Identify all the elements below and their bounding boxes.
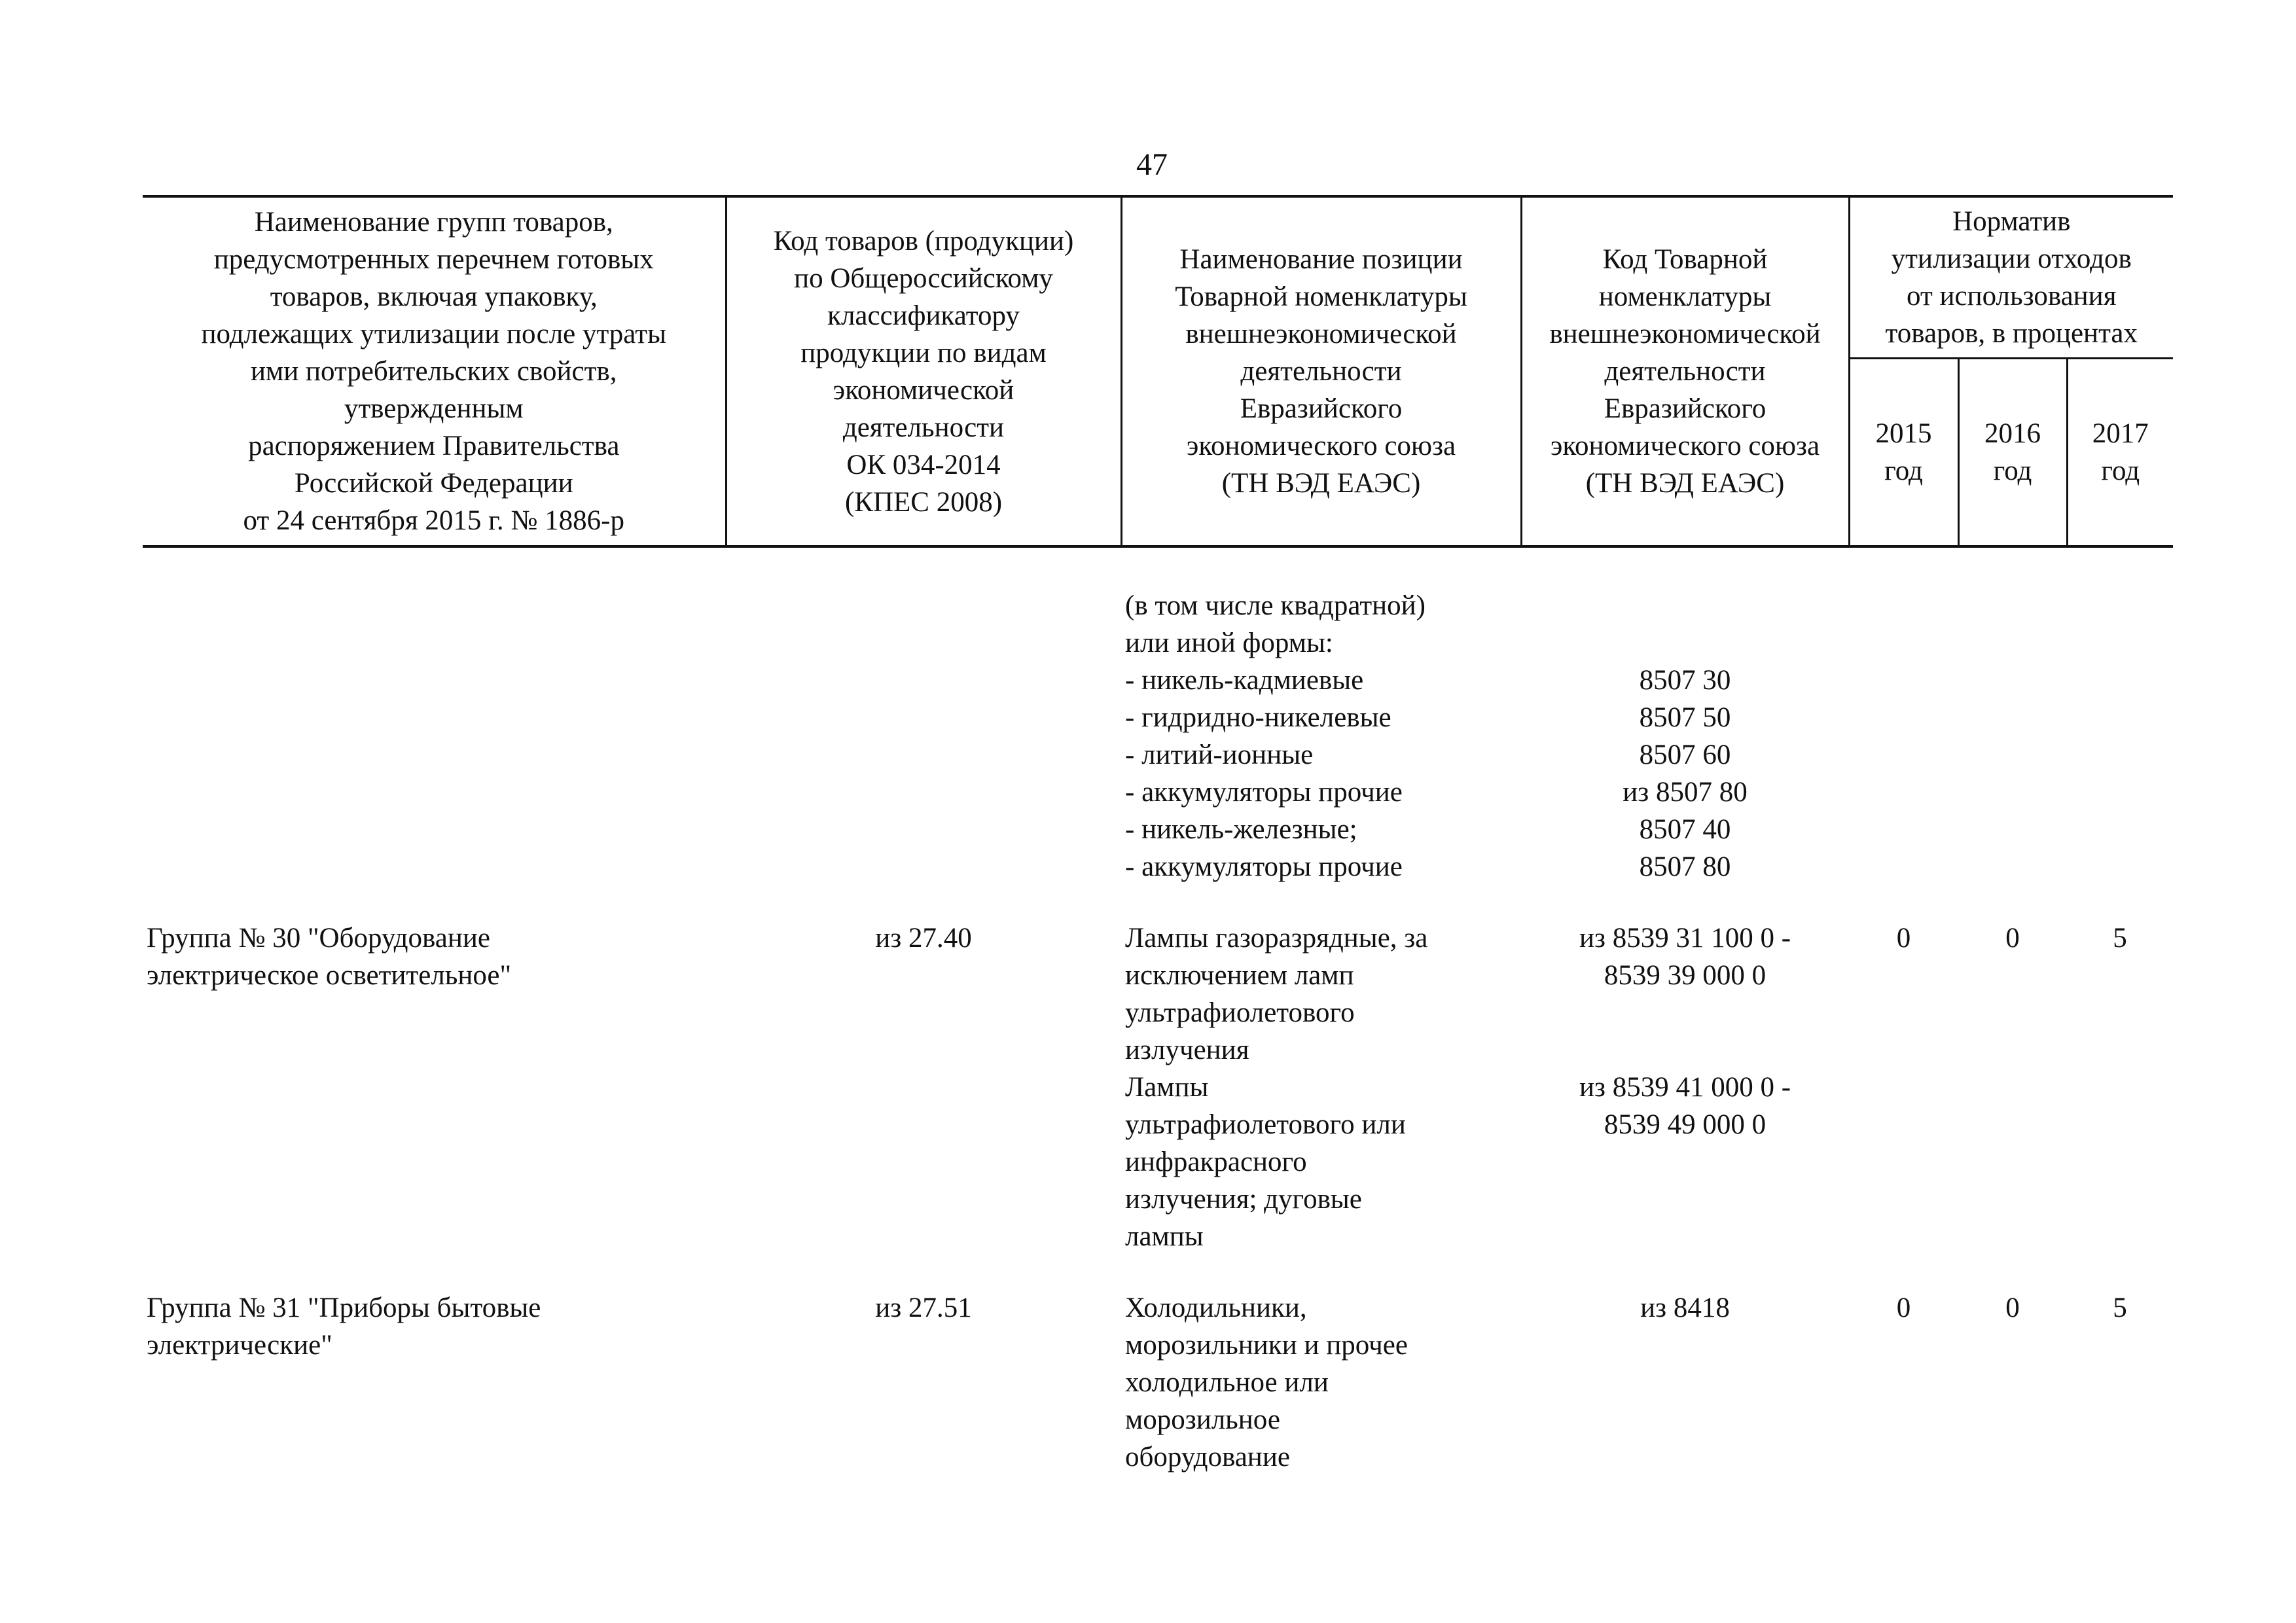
- cell-tnved-description: Лампы газоразрядные, за исключением ламп ультрафиолетового излучения: [1125, 923, 1428, 1065]
- table-row-group-31: [143, 1255, 2173, 1476]
- cell-norm-2015: 0: [1896, 923, 1911, 954]
- cell-empty: [143, 546, 726, 885]
- header-tnved-code: Код Товарной номенклатуры внешнеэкономической деятельности Евразийского экономического союза (ТН ВЭД ЕАЭС): [1521, 196, 1849, 546]
- header-okpd-code: Код товаров (продукции) по Общероссийскому классификатору продукции по видам экономической деятельности ОК 034-2014 (КПЕС 2008): [726, 196, 1121, 546]
- cell-okpd-code: из 27.51: [875, 1293, 972, 1323]
- cell-tnved-description: Лампы ультрафиолетового или инфракрасного излучения; дуговые лампы: [1125, 1072, 1406, 1252]
- cell-empty: [2067, 546, 2173, 885]
- header-year-2016: 2016 год: [1958, 359, 2067, 547]
- cell-norm-2017: 5: [2113, 923, 2127, 954]
- cell-tnved-code: из 8418: [1640, 1293, 1730, 1323]
- header-tnved-name: Наименование позиции Товарной номенклатуры внешнеэкономической деятельности Евразийского экономического союза (ТН ВЭД ЕАЭС): [1121, 196, 1521, 546]
- cell-group-name: Группа № 30 "Оборудование электрическое осветительное": [147, 923, 512, 991]
- cell-norm-2016: 0: [2005, 1293, 2020, 1323]
- cell-group-name: Группа № 31 "Приборы бытовые электрические": [147, 1293, 541, 1361]
- page-number: 47: [1136, 147, 1168, 182]
- cell-norm-2016: 0: [2005, 923, 2020, 954]
- cell-empty: [1849, 546, 1958, 885]
- cell-empty: [726, 546, 1121, 885]
- header-year-2017: 2017 год: [2067, 359, 2173, 547]
- table-header-row: [143, 196, 2173, 359]
- table-row-continuation: [143, 546, 2173, 885]
- cell-tnved-code: из 8539 31 100 0 - 8539 39 000 0: [1579, 923, 1791, 991]
- table-row-group-30: [143, 885, 2173, 1069]
- header-norm: Норматив утилизации отходов от использования товаров, в процентах: [1849, 196, 2173, 359]
- cell-norm-2015: 0: [1896, 1293, 1911, 1323]
- cell-tnved-codes: 8507 30 8507 50 8507 60 из 8507 80 8507 40 8507 80: [1623, 665, 1748, 882]
- cell-norm-2017: 5: [2113, 1293, 2127, 1323]
- cell-tnved-description: Холодильники, морозильники и прочее холодильное или морозильное оборудование: [1125, 1293, 1408, 1472]
- cell-tnved-description: (в том числе квадратной) или иной формы: - никель-кадмиевые - гидридно-никелевые - литий-ионные - аккумуляторы прочие - никель-железные; - аккумуляторы прочие: [1125, 590, 1426, 882]
- header-year-2015: 2015 год: [1849, 359, 1958, 547]
- cell-okpd-code: из 27.40: [875, 923, 972, 954]
- cell-empty: [1958, 546, 2067, 885]
- utilization-norms-table: [143, 195, 2173, 1476]
- cell-tnved-code: из 8539 41 000 0 - 8539 49 000 0: [1579, 1072, 1791, 1140]
- header-group-name: Наименование групп товаров, предусмотренных перечнем готовых товаров, включая упаковку, подлежащих утилизации после утраты ими потребительских свойств, утвержденным распоряжением Правительства Российской Федерации от 24 сентября 2015 г. № 1886-р: [143, 196, 726, 546]
